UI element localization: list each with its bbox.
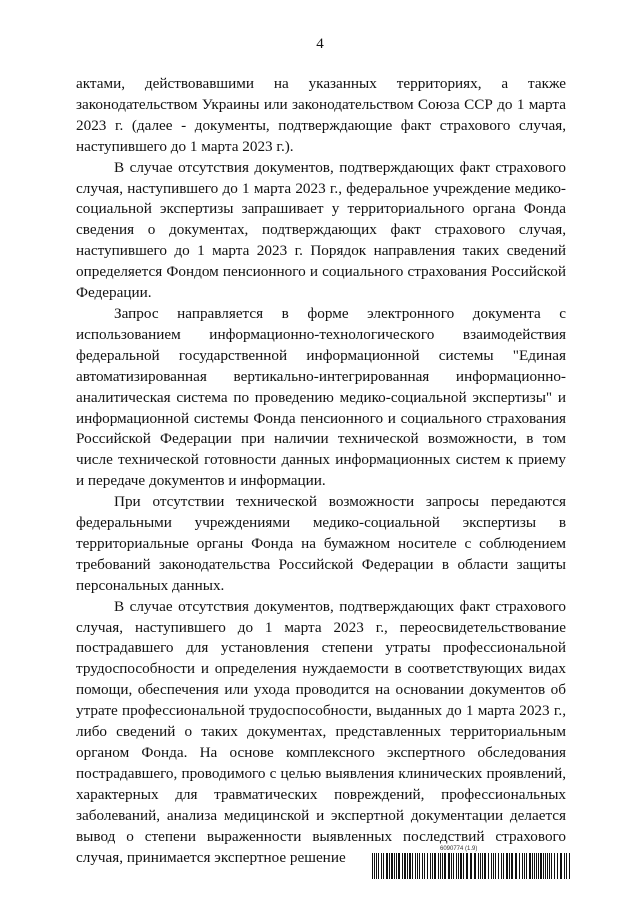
paragraph-paper-request: При отсутствии технической возможности запросы передаются федеральными учреждениями медико-социальной экспертизы в территориальные органы Фонда на бумажном носителе с соблюдением требований законодательства Российской Федерации в области защиты персональных данных. bbox=[76, 493, 566, 594]
document-code: 6090774 (1.9) bbox=[440, 846, 478, 852]
paragraph-reexamination: В случае отсутствия документов, подтверждающих факт страхового случая, наступившего до 1 марта 2023 г., переосвидетельствование пострадавшего для установления степени утраты профессиональной трудоспособности и определения нуждаемости в соответствующих видах помощи, обеспечения или ухода проводится на основании документов об утрате профессиональной трудоспособности, выданных до 1 марта 2023 г., либо сведений о таких документах, представленных территориальным органом Фонда. На основе комплексного экспертного обследования пострадавшего, проводимого с целью выявления клинических проявлений, характерных для травматических повреждений, профессиональных заболеваний, анализа медицинской и экспертной документации делается вывод о степени выраженности выявленных последствий страхового случая, принимается экспертное решение bbox=[76, 597, 566, 866]
barcode-icon bbox=[372, 853, 570, 879]
paragraph-fund-request: В случае отсутствия документов, подтверждающих факт страхового случая, наступившего до 1 марта 2023 г., федеральное учреждение медико-социальной экспертизы запрашивает у территориального органа Фонда сведения о документах, подтверждающих факт страхового случая, наступившего до 1 марта 2023 г. Порядок направления таких сведений определяется Фондом пенсионного и социального страхования Российской Федерации. bbox=[76, 158, 566, 302]
paragraph-electronic-request: Запрос направляется в форме электронного документа с использованием информационно-технологического взаимодействия федеральной государственной информационной системы "Единая автоматизированная вертикально-интегрированная информационно-аналитическая система по проведению медико-социальной экспертизы" и информационной системы Фонда пенсионного и социального страхования Российской Федерации при наличии технической возможности, в том числе технической готовности данных информационных систем к приему и передаче документов и информации. bbox=[76, 304, 566, 490]
page-number: 4 bbox=[316, 36, 324, 52]
paragraph-continuation: актами, действовавшими на указанных территориях, а также законодательством Украины или законодательством Союза ССР до 1 марта 2023 г. (далее - документы, подтверждающие факт страхового случая, наступившего до 1 марта 2023 г.). bbox=[76, 75, 566, 155]
document-body bbox=[76, 74, 566, 868]
